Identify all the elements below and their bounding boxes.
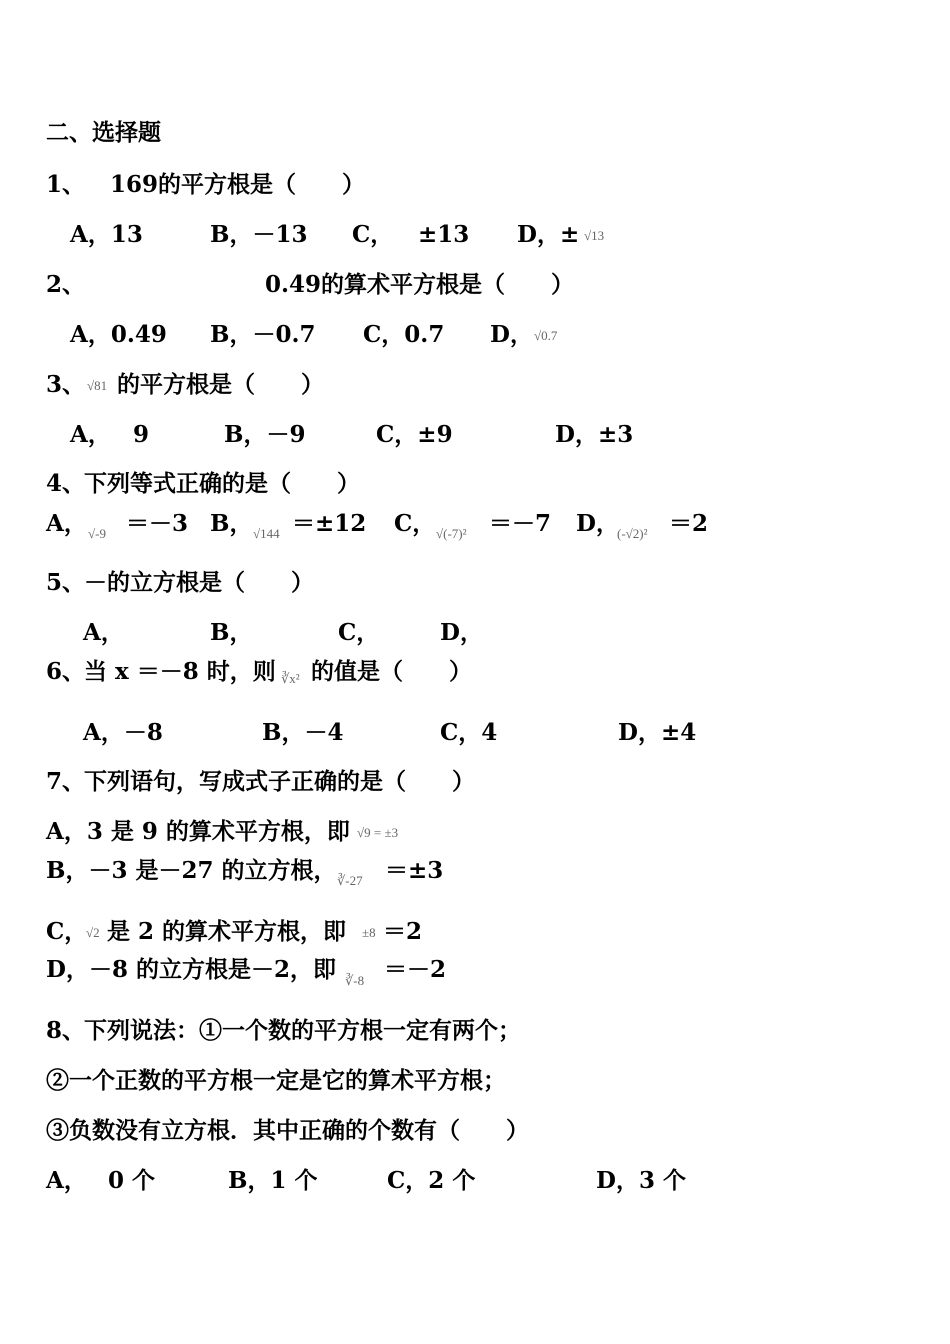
q6-option-a: A，－8	[83, 719, 163, 746]
question-8-number: 8、	[46, 1017, 86, 1044]
q4-option-c: C，	[394, 510, 436, 537]
q3-option-a-value: 9	[133, 421, 150, 448]
q7-option-b-result: ＝±3	[385, 857, 444, 884]
q8-option-a-value: 0 个	[108, 1167, 156, 1194]
q4-option-a-result: ＝－3	[126, 510, 189, 537]
q1-option-a: A，13	[70, 221, 143, 248]
q7-option-b: B，－3 是－27 的立方根，	[46, 857, 337, 884]
q2-option-c: C，0.7	[363, 321, 445, 348]
q2-option-d-sqrt: √0.7	[534, 328, 558, 343]
question-8-line-1: 下列说法：①一个数的平方根一定有两个；	[84, 1017, 521, 1044]
question-7-stem: 下列语句，写成式子正确的是（ ）	[84, 768, 475, 795]
question-6-stem-end: 的值是（ ）	[311, 658, 472, 685]
q8-option-a: A，	[46, 1167, 87, 1194]
q7-option-a: A，3 是 9 的算术平方根，即	[46, 818, 350, 845]
q5-option-b: B，	[210, 619, 253, 646]
question-7-number: 7、	[46, 768, 86, 795]
question-8-line-2: ②一个正数的平方根一定是它的算术平方根；	[46, 1067, 506, 1094]
question-6-stem-start: 当 x ＝－8 时，则	[84, 658, 276, 685]
q7-option-c-expr: ±8	[362, 925, 376, 940]
q5-option-d: D，	[440, 619, 483, 646]
q8-option-b: B，1 个	[228, 1167, 318, 1194]
q2-option-a: A，0.49	[70, 321, 167, 348]
q4-option-d: D，	[576, 510, 619, 537]
question-3-number: 3、	[46, 371, 86, 398]
question-2-number: 2、	[46, 271, 86, 298]
q4-option-a: A，	[46, 510, 87, 537]
question-2-stem: 0.49的算术平方根是（ ）	[265, 271, 575, 298]
q6-option-c: C，4	[440, 719, 498, 746]
question-8-line-3: ③负数没有立方根．其中正确的个数有（ ）	[46, 1117, 529, 1144]
q6-option-b: B，－4	[262, 719, 344, 746]
q4-option-d-result: ＝2	[669, 510, 709, 537]
q7-option-d-result: ＝－2	[384, 956, 447, 983]
section-title: 二、选择题	[46, 119, 161, 146]
q2-option-d: D，	[490, 321, 533, 348]
question-4-number: 4、	[46, 470, 86, 497]
q4-option-b-result: ＝±12	[292, 510, 367, 537]
question-4-stem: 下列等式正确的是（ ）	[84, 470, 360, 497]
q7-option-b-cbrt: ∛-27	[337, 873, 363, 888]
question-6-number: 6、	[46, 658, 86, 685]
q7-option-c: 是 2 的算术平方根，即	[107, 918, 347, 945]
q7-option-d: D，－8 的立方根是－2，即	[46, 956, 336, 983]
question-5-number: 5、	[46, 569, 86, 596]
q1-option-d-sqrt: √13	[584, 228, 605, 243]
q1-option-b: B，－13	[210, 221, 308, 248]
q7-option-a-expr: √9 = ±3	[357, 825, 399, 840]
q8-option-d: D，3 个	[596, 1167, 686, 1194]
q4-option-a-sqrt: √-9	[88, 526, 106, 541]
question-3-stem: 的平方根是（ ）	[117, 371, 324, 398]
q1-option-c-value: ±13	[418, 221, 470, 248]
q3-option-b: B，－9	[224, 421, 306, 448]
question-5-stem: －的立方根是（ ）	[84, 569, 314, 596]
q7-option-c-sqrt: √2	[86, 925, 100, 940]
q4-option-b-sqrt: √144	[253, 526, 280, 541]
question-3-sqrt: √81	[87, 378, 108, 393]
question-1-stem: 169的平方根是（ ）	[110, 171, 366, 198]
q4-option-d-expr: (-√2)²	[617, 526, 648, 541]
q3-option-d: D，±3	[555, 421, 634, 448]
q7-option-d-cbrt: ∛-8	[345, 973, 365, 988]
q3-option-c: C，±9	[376, 421, 453, 448]
q3-option-a: A，	[70, 421, 111, 448]
q4-option-c-result: ＝－7	[489, 510, 552, 537]
q8-option-c: C，2 个	[387, 1167, 476, 1194]
q5-option-a: A，	[83, 619, 124, 646]
question-1-number: 1、	[46, 171, 86, 198]
q4-option-c-sqrt: √(-7)²	[436, 526, 467, 541]
q5-option-c: C，	[338, 619, 380, 646]
q1-option-d: D，±	[517, 221, 580, 248]
q1-option-c: C，	[352, 221, 394, 248]
question-6-cbrt: ∛x²	[281, 671, 300, 686]
q4-option-b: B，	[210, 510, 253, 537]
q2-option-b: B，－0.7	[210, 321, 316, 348]
q6-option-d: D，±4	[618, 719, 697, 746]
q7-option-c-result: ＝2	[383, 918, 423, 945]
q7-option-c-label: C，	[46, 918, 88, 945]
